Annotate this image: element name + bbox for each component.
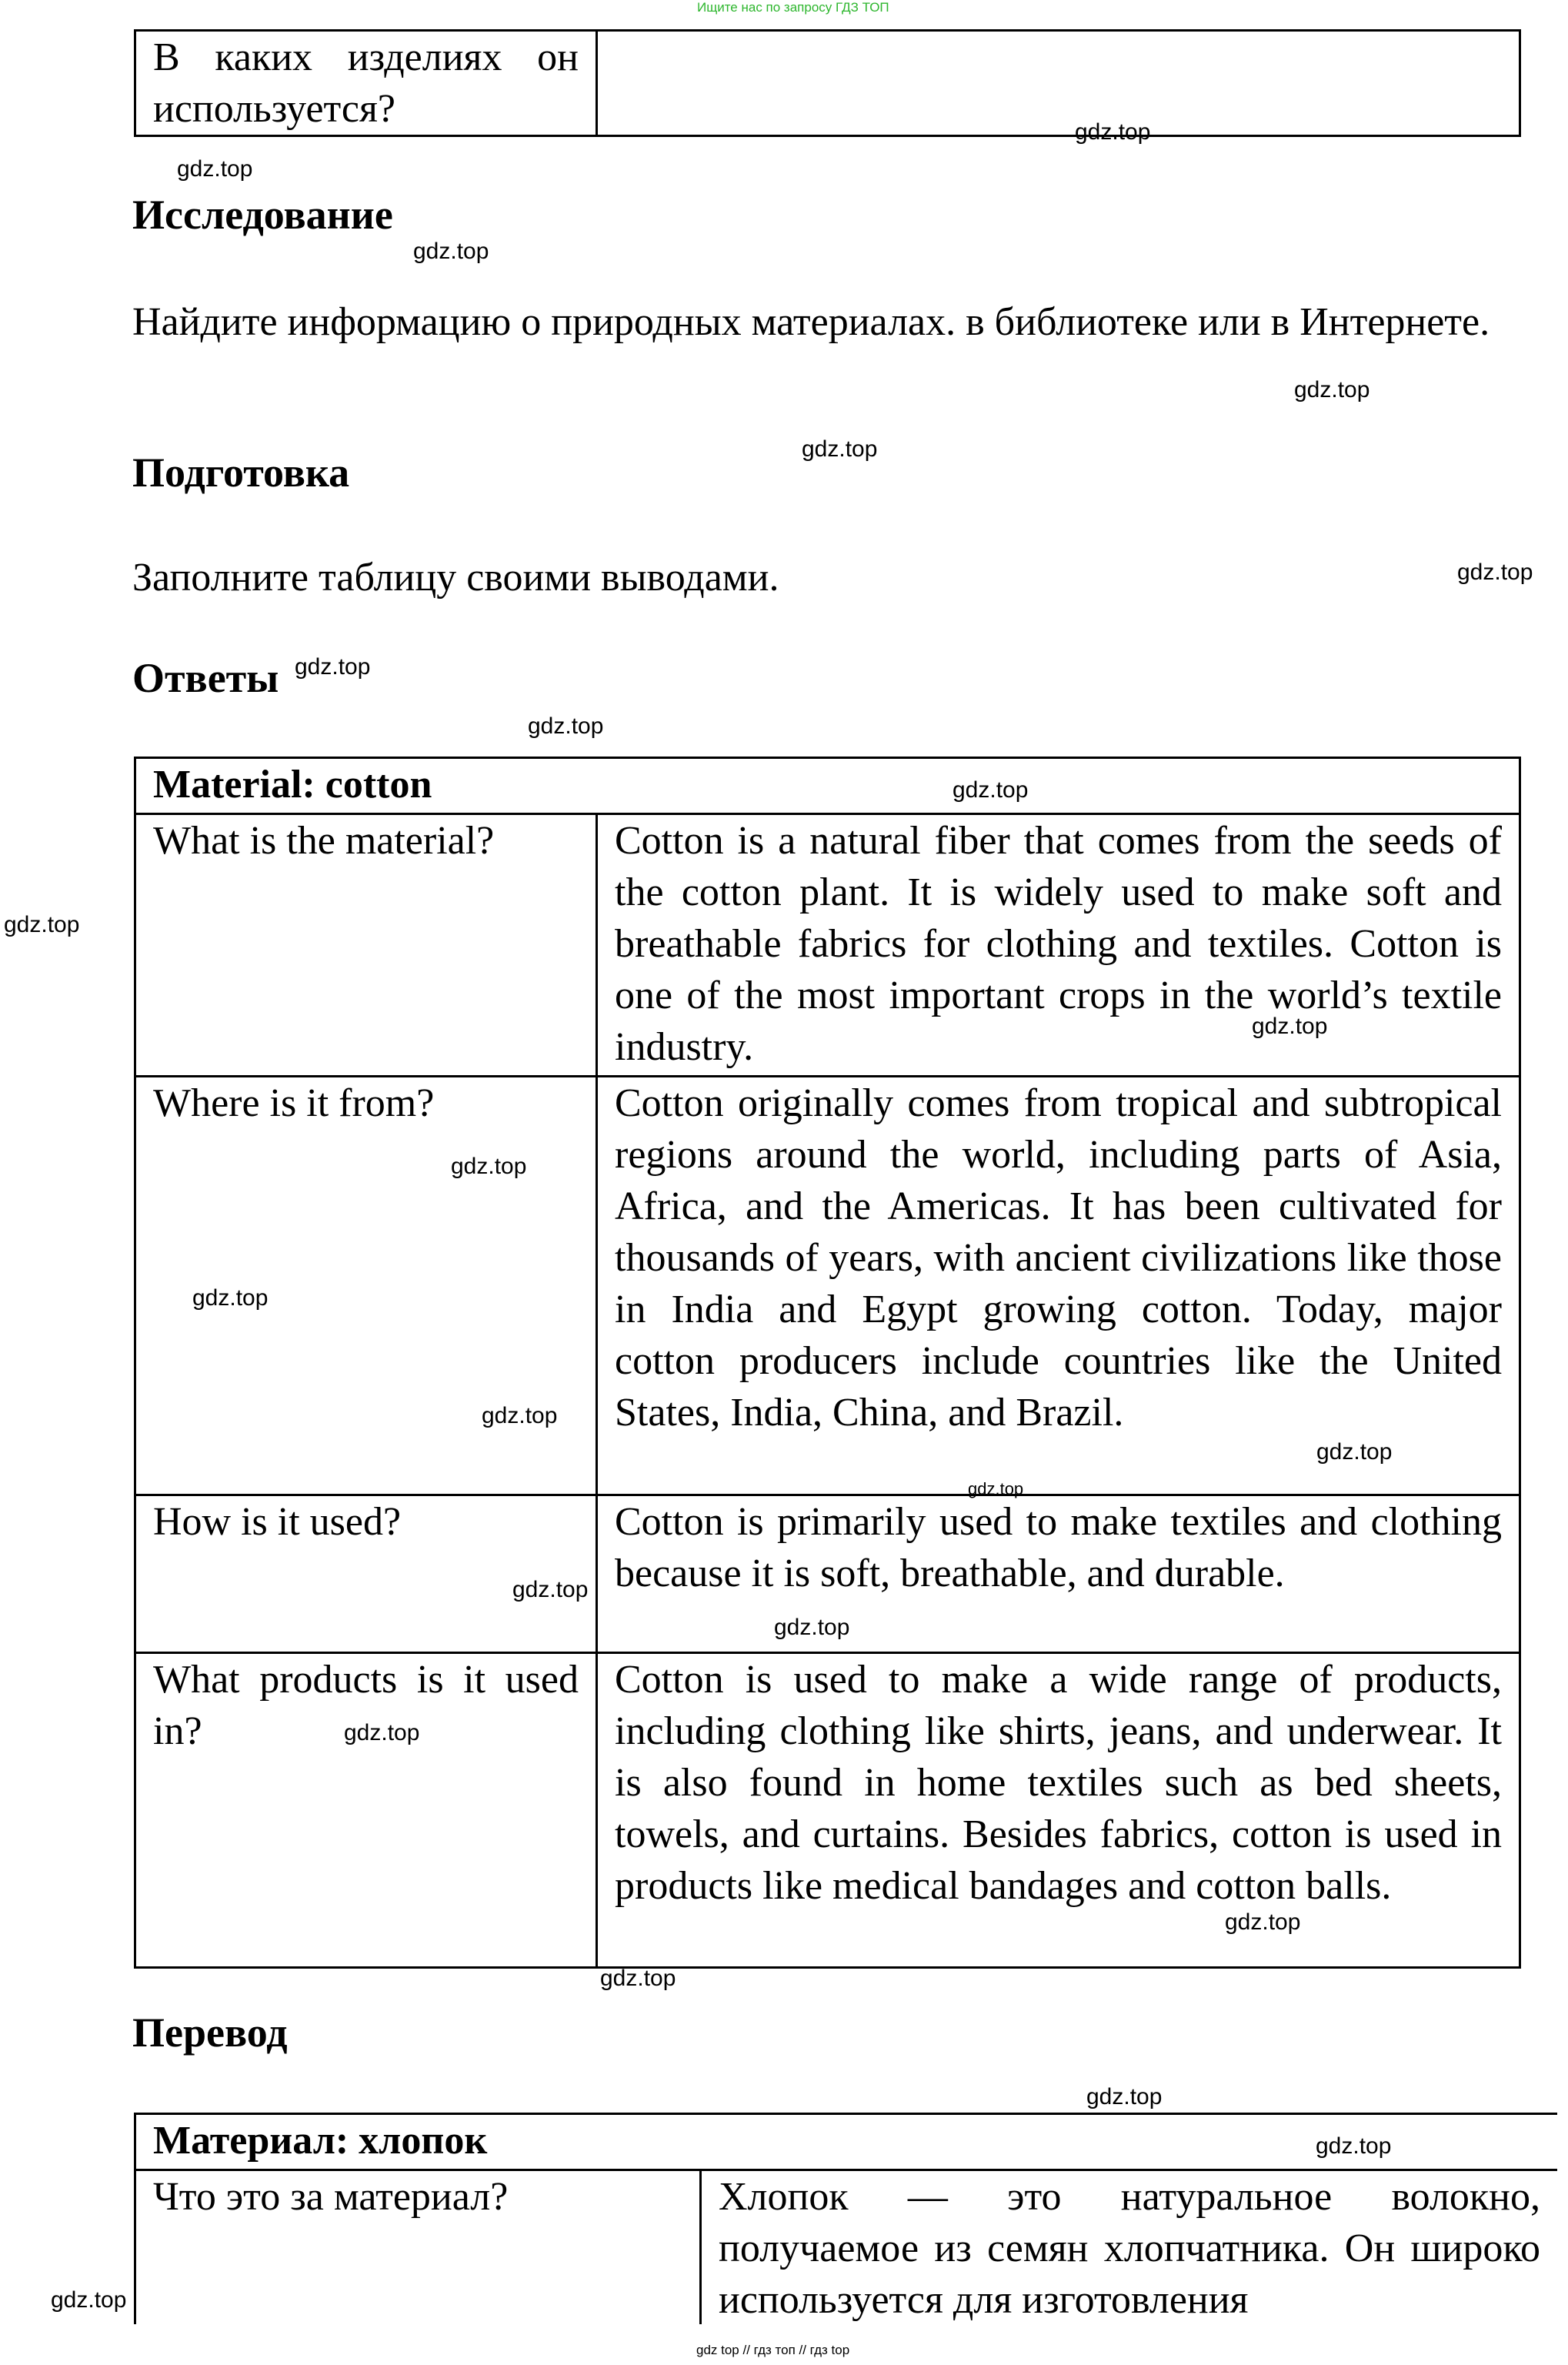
watermark: gdz.top xyxy=(1225,1909,1301,1935)
watermark: gdz.top xyxy=(192,1285,269,1311)
answer-cell xyxy=(597,31,1520,136)
table-row xyxy=(135,2170,1558,2325)
watermark: gdz.top xyxy=(1294,377,1370,403)
top-search-note: Ищите нас по запросу ГДЗ ТОП xyxy=(697,0,889,15)
watermark: gdz.top xyxy=(413,239,489,264)
watermark: gdz.top xyxy=(1075,119,1151,145)
watermark: gdz.top xyxy=(802,436,878,462)
question-cell: How is it used? xyxy=(135,1495,597,1653)
question-cell: What products is it used in? xyxy=(135,1653,597,1968)
question-cell: В каких изделиях он используется? xyxy=(135,31,597,136)
watermark: gdz.top xyxy=(177,156,253,182)
table-header-row xyxy=(135,758,1520,814)
watermark: gdz.top xyxy=(51,2287,127,2313)
watermark: gdz.top xyxy=(1316,1439,1393,1465)
watermark: gdz.top xyxy=(1316,2133,1392,2159)
question-cell: Where is it from? xyxy=(135,1077,597,1495)
watermark: gdz.top xyxy=(1457,560,1533,585)
answer-cell: Cotton originally comes from tropical and subtropical regions around the world, including parts of Asia, Africa, and the Americas. It has been cultivated for thousands of years, with ancient civilizations like those in India and Egypt growing cotton. Today, major cotton producers include countries like the United States, India, China, and Brazil. xyxy=(597,1077,1520,1495)
question-cell: What is the material? xyxy=(135,814,597,1077)
watermark: gdz.top xyxy=(528,713,604,739)
answer-cell: Cotton is primarily used to make textiles and clothing because it is soft, breathable, and durable. xyxy=(597,1495,1520,1653)
research-text: Найдите информацию о природных материалах. в библиотеке или в Интернете. xyxy=(132,300,1490,344)
watermark: gdz.top xyxy=(600,1966,676,1991)
prep-text: Заполните таблицу своими выводами. xyxy=(132,556,779,600)
watermark: gdz.top xyxy=(512,1577,589,1602)
watermark: gdz.top xyxy=(344,1720,420,1745)
question-cell: Что это за материал? xyxy=(135,2170,701,2325)
answer-cell: Cotton is used to make a wide range of products, including clothing like shirts, jeans, and underwear. It is also found in home textiles such as bed sheets, towels, and curtains. Besides fabrics, cotton is used in products like medical bandages and cotton balls. xyxy=(597,1653,1520,1968)
watermark: gdz.top xyxy=(4,912,80,937)
answer-cell: Cotton is a natural fiber that comes from the seeds of the cotton plant. It is widely used to make soft and breathable fabrics for clothing and textiles. Cotton is one of the most important crops in the world’s textile industry. xyxy=(597,814,1520,1077)
watermark: gdz.top xyxy=(451,1154,527,1179)
watermark: gdz.top xyxy=(774,1615,850,1640)
watermark: gdz.top xyxy=(952,777,1029,803)
top-table xyxy=(134,29,1521,137)
table-row xyxy=(135,31,1520,136)
watermark: gdz.top xyxy=(482,1403,558,1428)
watermark: gdz.top xyxy=(1086,2084,1163,2109)
table-title: Material: cotton xyxy=(135,758,1520,814)
watermark: gdz.top xyxy=(295,654,371,680)
watermark: gdz.top xyxy=(968,1479,1024,1498)
english-table xyxy=(134,757,1521,1969)
table-row xyxy=(135,1653,1520,1968)
answer-cell: Хлопок — это натуральное волокно, получаемое из семян хлопчатника. Он широко используется для изготовления xyxy=(701,2170,1558,2325)
table-row xyxy=(135,1077,1520,1495)
answers-heading: Ответы xyxy=(132,655,279,701)
translation-heading: Перевод xyxy=(132,2009,288,2056)
research-heading: Исследование xyxy=(132,192,393,238)
table-title: Материал: хлопок xyxy=(135,2114,1558,2170)
prep-heading: Подготовка xyxy=(132,449,350,496)
bottom-note: gdz top // гдз топ // гдз top xyxy=(696,2343,850,2357)
watermark: gdz.top xyxy=(1252,1014,1328,1039)
